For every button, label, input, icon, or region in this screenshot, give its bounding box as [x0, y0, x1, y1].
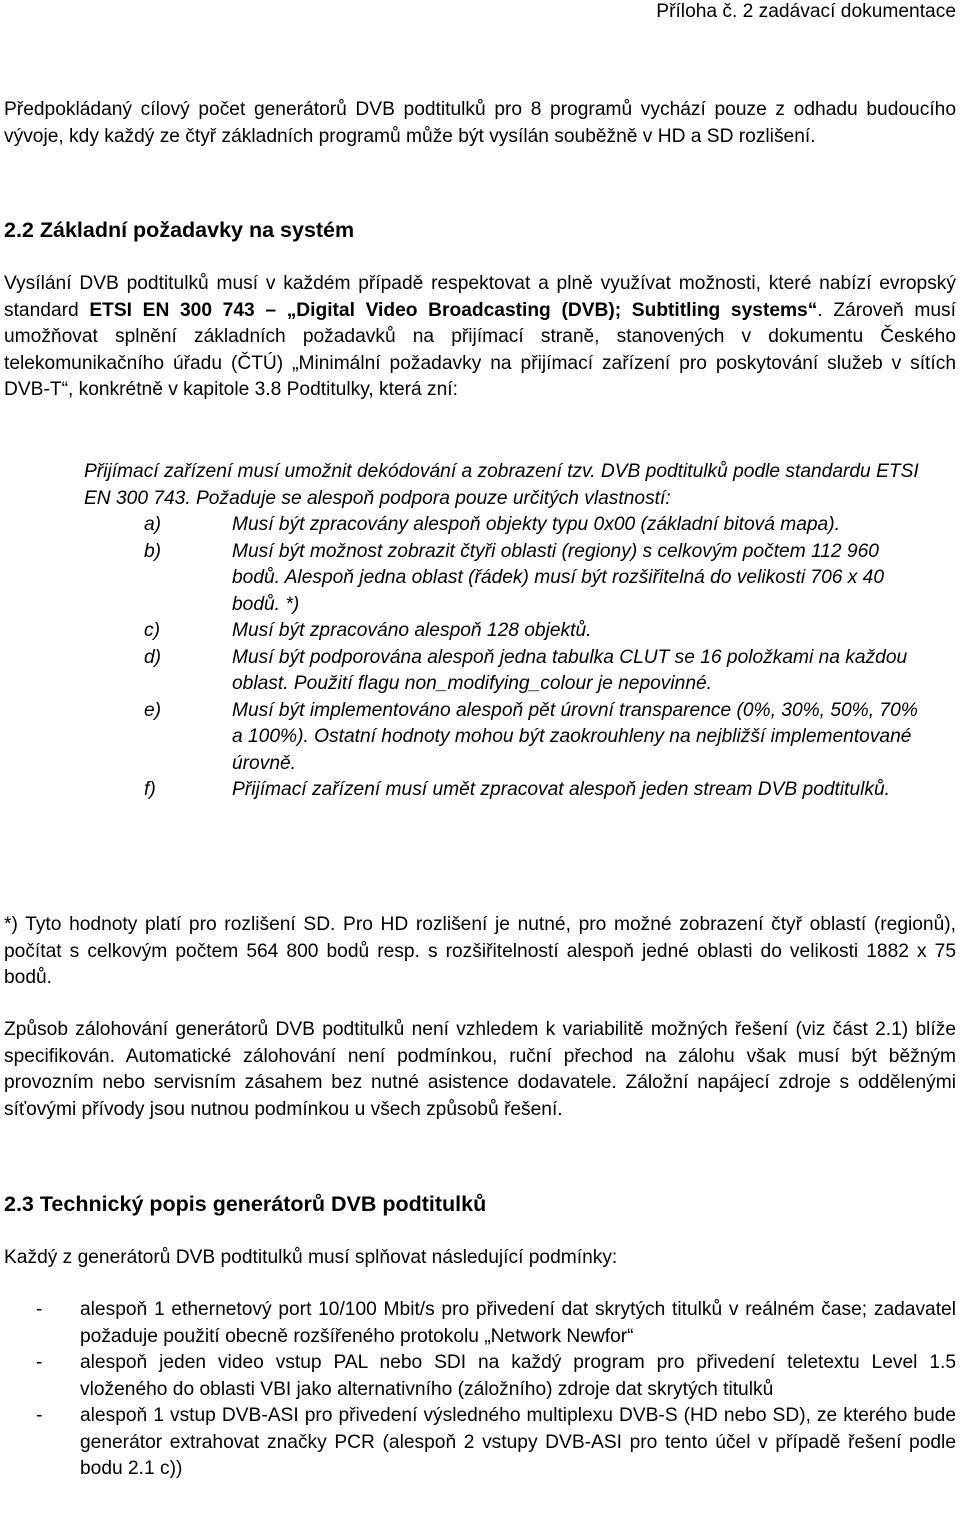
quote-item — [84, 539, 929, 619]
quote-item — [84, 618, 929, 645]
section-heading-2-3: 2.3 Technický popis generátorů DVB podtitulků — [4, 1192, 487, 1216]
intro-paragraph: Předpokládaný cílový počet generátorů DVB podtitulků pro 8 programů vychází pouze z odhadu budoucího vývoje, kdy každý ze čtyř základních programů může být vysílán souběžně v HD a SD rozlišení. — [4, 99, 956, 147]
quote-item — [84, 512, 929, 539]
quote-item — [84, 777, 929, 804]
quote-item-text: Musí být zpracováno alespoň 128 objektů. — [232, 620, 592, 641]
section-2-3-heading-block — [4, 1192, 956, 1217]
quote-item-label: a) — [144, 514, 162, 535]
quote-item-text: Musí být implementováno alespoň pět úrovní transparence (0%, 30%, 50%, 70% a 100%). Ostatní hodnoty mohou být zaokrouhleny na nejbližší implementované úrovně. — [232, 699, 918, 774]
quote-item-text: Přijímací zařízení musí umět zpracovat alespoň jeden stream DVB podtitulků. — [232, 779, 890, 800]
standards-text-1: Vysílání DVB podtitulků musí v každém případě respektovat a plně využívat možnosti, které nabízí evropský standard — [4, 273, 956, 321]
list-item-text: alespoň jeden video vstup PAL nebo SDI na každý program pro přivedení teletextu Level 1.5 vloženého do oblasti VBI jako alternativního (záložního) zdroje dat skrytých titulků — [80, 1352, 956, 1400]
quote-item-label: b) — [144, 540, 162, 562]
quote-item-text: Musí být možnost zobrazit čtyři oblasti (regiony) s celkovým počtem 112 960 bodů. Alespoň jedna oblast (řádek) musí být rozšiřitelná do velikosti 706 x 40 bodů. *) — [232, 540, 885, 615]
quote-item — [84, 645, 929, 698]
footnote-block — [4, 912, 956, 992]
backup-paragraph-block — [4, 1017, 956, 1123]
list-dash: - — [36, 1352, 43, 1373]
list-item-text: alespoň 1 vstup DVB-ASI pro přivedení výsledného multiplexu DVB-S (HD nebo SD), ze kterého bude generátor extrahovat značky PCR (alespoň 2 vstupy DVB-ASI pro tento účel v případě řešení podle bodu 2.1 c)) — [80, 1405, 956, 1479]
list-item — [4, 1297, 956, 1350]
section-2-3-intro-block — [4, 1245, 956, 1272]
conditions-intro: Každý z generátorů DVB podtitulků musí splňovat následující podmínky: — [4, 1247, 618, 1268]
intro-paragraph-block — [4, 97, 956, 150]
standard-name: ETSI EN 300 743 – „Digital Video Broadcasting (DVB); Subtitling systems“ — [89, 299, 818, 321]
list-dash: - — [36, 1405, 43, 1426]
quote-item-text: Musí být podporována alespoň jedna tabulka CLUT se 16 položkami na každou oblast. Použití flagu non_modifying_colour je nepovinné. — [232, 646, 908, 694]
standards-text-2: . Zároveň musí umožňovat splnění základních požadavků na přijímací straně, stanovených v dokumentu Českého telekomunikačního úřadu (ČTÚ) „Minimální požadavky na přijímací zařízení pro poskytování služeb v sítích DVB-T“, konkrétně v kapitole 3.8 Podtitulky, která zní: — [4, 299, 956, 400]
section-heading-2-2: 2.2 Základní požadavky na systém — [4, 218, 355, 242]
list-item — [4, 1403, 956, 1483]
quote-item-label: f) — [144, 779, 156, 800]
list-item-text: alespoň 1 ethernetový port 10/100 Mbit/s pro přivedení dat skrytých titulků v reálném čase; zadavatel požaduje použití obecně rozšířeného protokolu „Network Newfor“ — [80, 1299, 956, 1347]
standards-paragraph — [4, 271, 956, 404]
quote-item-text: Musí být zpracovány alespoň objekty typu 0x00 (základní bitová mapa). — [232, 514, 840, 535]
section-2-2-paragraph-block — [4, 271, 956, 404]
list-item — [4, 1350, 956, 1403]
section-2-2-heading-block — [4, 218, 956, 243]
backup-paragraph: Způsob zálohování generátorů DVB podtitulků není vzhledem k variabilitě možných řešení (viz část 2.1) blíže specifikován. Automatické zálohování není podmínkou, ruční přechod na zálohu však musí být běžným provozním nebo servisním zásahem bez nutné asistence dodavatele. Záložní napájecí zdroje s oddělenými síťovými přívody jsou nutnou podmínkou u všech způsobů řešení. — [4, 1019, 956, 1120]
conditions-list — [4, 1297, 956, 1483]
attachment-note: Příloha č. 2 zadávací dokumentace — [656, 1, 956, 22]
quote-intro: Přijímací zařízení musí umožnit dekódování a zobrazení tzv. DVB podtitulků podle standardu ETSI EN 300 743. Požaduje se alespoň podpora pouze určitých vlastností: — [84, 461, 919, 509]
quote-item — [84, 698, 929, 778]
quote-item-label: d) — [144, 646, 162, 668]
ctu-quote — [84, 459, 929, 804]
quote-item-label: c) — [144, 620, 160, 641]
list-dash: - — [36, 1299, 43, 1320]
quote-item-label: e) — [144, 699, 162, 721]
resolution-footnote: *) Tyto hodnoty platí pro rozlišení SD. Pro HD rozlišení je nutné, pro možné zobrazení čtyř oblastí (regionů), počítat s celkovým počtem 564 800 bodů resp. s rozšiřitelností alespoň jedné oblasti do velikosti 1882 x 75 bodů. — [4, 914, 956, 988]
